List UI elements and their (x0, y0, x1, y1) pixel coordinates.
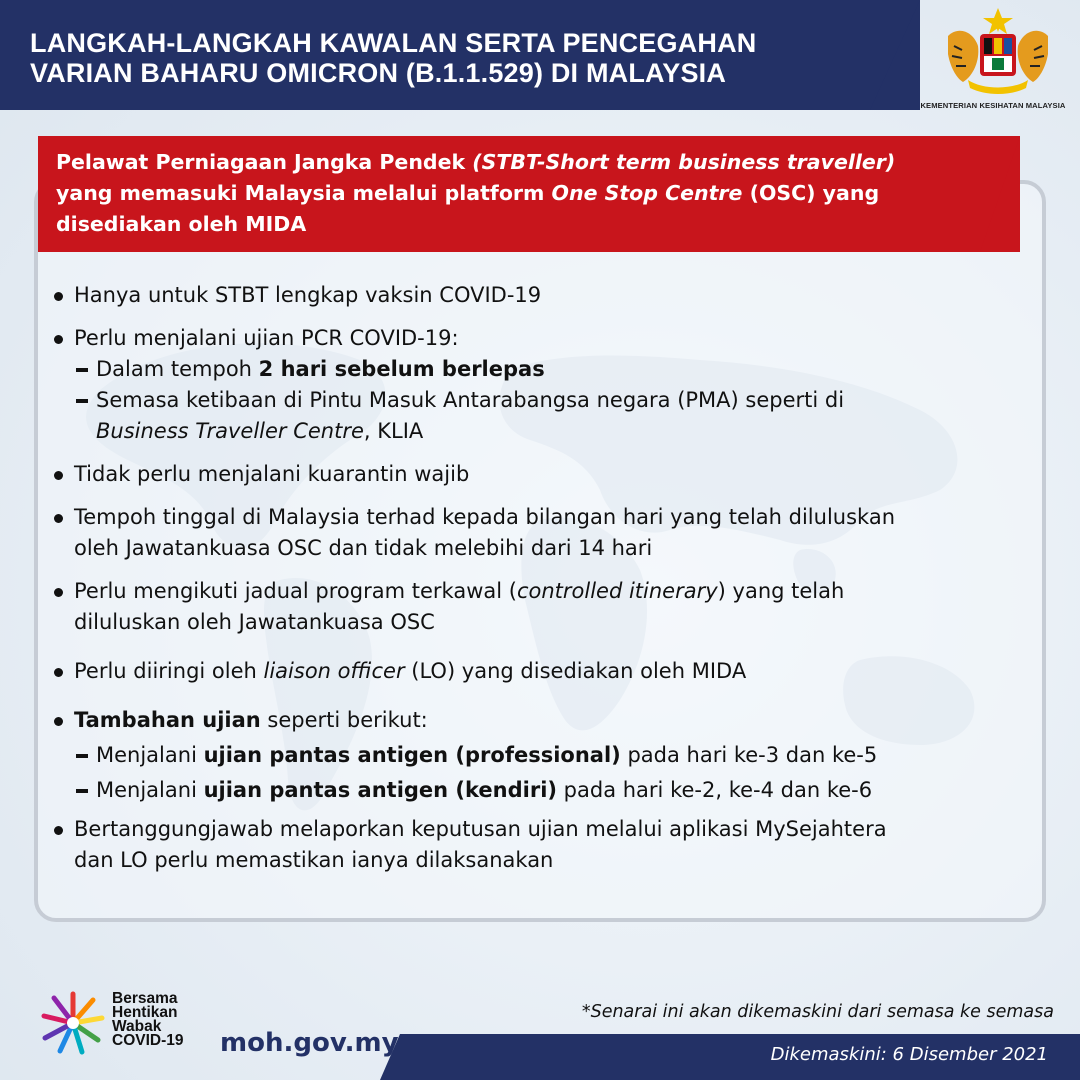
list-item: Tidak perlu menjalani kuarantin wajib (52, 459, 1052, 490)
covid-campaign-logo-icon (38, 988, 108, 1058)
website-link[interactable]: moh.gov.my (220, 1028, 399, 1058)
list-item: Hanya untuk STBT lengkap vaksin COVID-19 (52, 280, 1052, 311)
dash-icon (76, 789, 88, 793)
list-item: Bertanggungjawab melaporkan keputusan ujian melalui aplikasi MySejahtera dan LO perlu memastikan ianya dilaksanakan (52, 814, 1052, 876)
banner-line-2: yang memasuki Malaysia melalui platform One Stop Centre (OSC) yang (56, 181, 880, 205)
list-item: Tempoh tinggal di Malaysia terhad kepada bilangan hari yang telah diluluskan oleh Jawatankuasa OSC dan tidak melebihi dari 14 hari (52, 502, 1052, 564)
list-item: Perlu diiringi oleh liaison officer (LO) yang disediakan oleh MIDA (52, 656, 1052, 687)
banner-line-1: Pelawat Perniagaan Jangka Pendek (STBT-Short term business traveller) (56, 150, 896, 174)
list-item: Perlu mengikuti jadual program terkawal (controlled itinerary) yang telah diluluskan oleh Jawatankuasa OSC (52, 576, 1052, 638)
sub-item: Menjalani ujian pantas antigen (professional) pada hari ke-3 dan ke-5 (52, 740, 1052, 771)
ministry-name: KEMENTERIAN KESIHATAN MALAYSIA (920, 101, 1066, 110)
bullet-icon (54, 292, 63, 301)
bullet-icon (54, 471, 63, 480)
dash-icon (76, 368, 88, 372)
campaign-text: Bersama Hentikan Wabak COVID-19 (112, 990, 184, 1049)
bullet-icon (54, 588, 63, 597)
title-line-2: VARIAN BAHARU OMICRON (B.1.1.529) DI MALAYSIA (30, 58, 727, 88)
banner-heading (56, 147, 986, 240)
bullet-icon (54, 826, 63, 835)
sub-item: Semasa ketibaan di Pintu Masuk Antarabangsa negara (PMA) seperti di Business Traveller Centre, KLIA (52, 385, 1052, 447)
page-title (30, 28, 850, 88)
bullet-icon (54, 668, 63, 677)
bullet-icon (54, 335, 63, 344)
dash-icon (76, 754, 88, 758)
bullet-icon (54, 514, 63, 523)
banner-line-3: disediakan oleh MIDA (56, 212, 307, 236)
title-line-1: LANGKAH-LANGKAH KAWALAN SERTA PENCEGAHAN (30, 28, 757, 58)
sub-item: Dalam tempoh 2 hari sebelum berlepas (52, 354, 1052, 385)
dash-icon (76, 399, 88, 403)
sub-item: Menjalani ujian pantas antigen (kendiri) pada hari ke-2, ke-4 dan ke-6 (52, 775, 1052, 806)
update-note: *Senarai ini akan dikemaskini dari semasa ke semasa (581, 1002, 1054, 1022)
list-item: Perlu menjalani ujian PCR COVID-19: (52, 323, 1052, 354)
malaysia-coat-of-arms-icon (928, 6, 1068, 96)
bullet-icon (54, 717, 63, 726)
updated-date: Dikemaskini: 6 Disember 2021 (770, 1044, 1048, 1065)
measures-list (52, 280, 1052, 876)
list-item: Tambahan ujian seperti berikut: (52, 705, 1052, 736)
